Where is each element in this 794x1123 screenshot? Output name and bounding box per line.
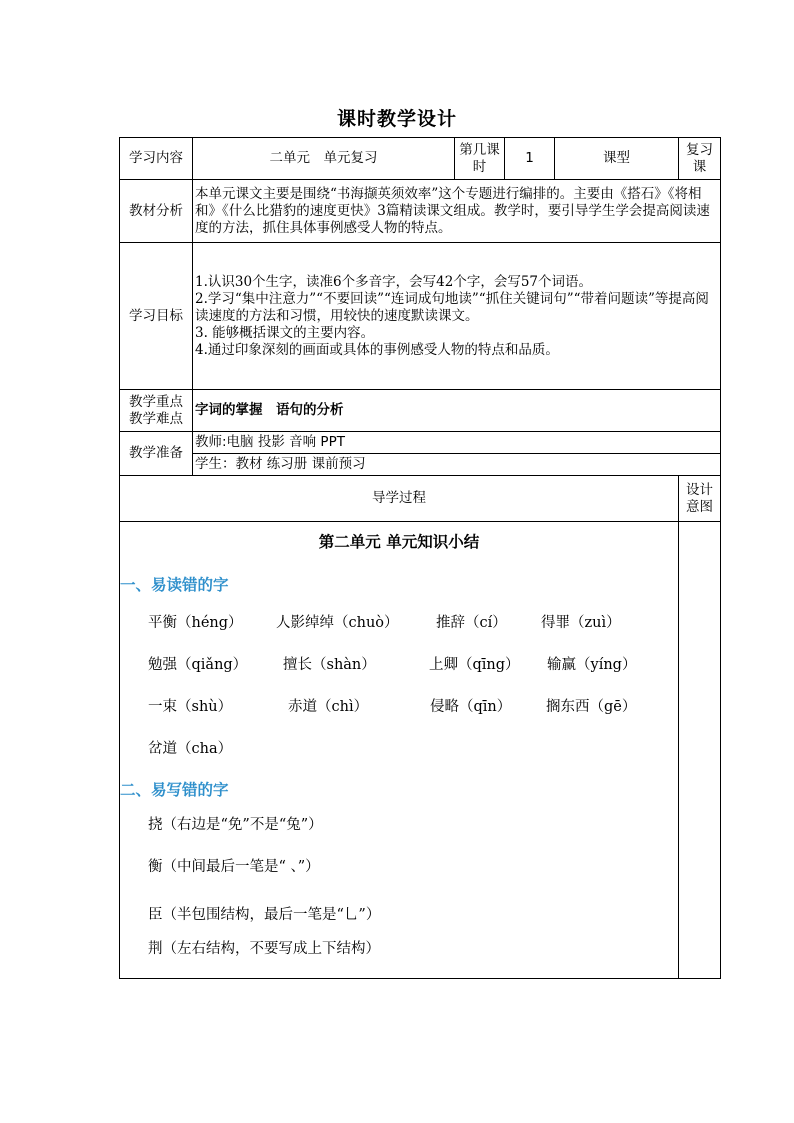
miswritten-item: 挠（右边是“免”不是“兔”） — [148, 817, 323, 833]
misread-word: 得罪（zuì） — [541, 614, 621, 631]
content-value: 二单元 单元复习 — [193, 138, 455, 180]
section-heading-miswritten: 二、易写错的字 — [120, 781, 229, 799]
miswritten-item: 荆（左右结构，不要写成上下结构） — [148, 941, 380, 957]
misread-word: 擅长（shàn） — [283, 656, 376, 673]
prep-label: 教学准备 — [120, 432, 193, 476]
goal-item: 2.学习“集中注意力”“不要回读”“连词成句地读”“抓住关键词句”“带着问题读”等提高阅读速度的方法和习惯，用较快的速度默读课文。 — [195, 290, 709, 324]
misread-word: 输赢（yíng） — [547, 656, 637, 673]
goal-item: 3. 能够概括课文的主要内容。 — [195, 324, 375, 341]
misread-word: 勉强（qiǎng） — [148, 656, 248, 673]
misread-word: 岔道（cha） — [148, 740, 233, 757]
design-intent-label: 设计意图 — [679, 476, 721, 522]
process-label: 导学过程 — [120, 476, 679, 522]
analysis-text: 本单元课文主要是围绕“书海撷英须效率”这个专题进行编排的。主要由《搭石》《将相和》《什么比猎豹的速度更快》3篇精读课文组成。教学时，要引导学生学会提高阅读速度的方法，抓住具体事例感受人物的特点。 — [193, 180, 721, 243]
misread-row — [148, 612, 678, 634]
lesson-number-value: 1 — [505, 138, 555, 180]
lesson-number-label: 第几课时 — [455, 138, 505, 180]
lesson-type-label: 课型 — [555, 138, 679, 180]
goal-item: 4.通过印象深刻的画面或具体的事例感受人物的特点和品质。 — [195, 341, 559, 358]
misread-row — [148, 696, 678, 718]
misread-word: 搁东西（gē） — [546, 698, 637, 715]
misread-word: 侵略（qīn） — [430, 698, 512, 715]
design-intent-cell — [679, 522, 721, 979]
focus-label: 教学重点 — [129, 393, 183, 410]
focus-text: 字词的掌握 语句的分析 — [193, 390, 721, 432]
miswritten-item: 臣（半包围结构，最后一笔是“乚”） — [148, 907, 381, 923]
misread-word: 推辞（cí） — [436, 614, 507, 631]
lesson-type-value: 复习课 — [679, 138, 721, 180]
lesson-plan-table — [119, 137, 721, 979]
goal-item: 1.认识30个生字，读准6个多音字，会写42个字，会写57个词语。 — [195, 273, 593, 290]
prep-teacher: 教师:电脑 投影 音响 PPT — [193, 432, 721, 454]
misread-word: 一束（shù） — [148, 698, 233, 715]
section-heading-misread: 一、易读错的字 — [120, 576, 229, 594]
goals-list — [193, 243, 721, 390]
misread-word: 人影绰绰（chuò） — [276, 614, 399, 631]
focus-labels — [120, 390, 193, 432]
summary-title: 第二单元 单元知识小结 — [318, 533, 480, 551]
analysis-label: 教材分析 — [120, 180, 193, 243]
misread-word: 赤道（chì） — [288, 698, 369, 715]
content-label: 学习内容 — [120, 138, 193, 180]
misread-word: 平衡（héng） — [148, 614, 243, 631]
prep-student: 学生：教材 练习册 课前预习 — [193, 454, 721, 476]
difficulty-label: 教学难点 — [129, 410, 183, 427]
process-content — [120, 522, 679, 979]
misread-word: 上卿（qīng） — [429, 656, 520, 673]
goals-label: 学习目标 — [120, 243, 193, 390]
page-title: 课时教学设计 — [336, 108, 457, 130]
misread-row — [148, 738, 678, 760]
misread-row — [148, 654, 678, 676]
miswritten-item: 衡（中间最后一笔是“ 、”） — [148, 859, 320, 875]
